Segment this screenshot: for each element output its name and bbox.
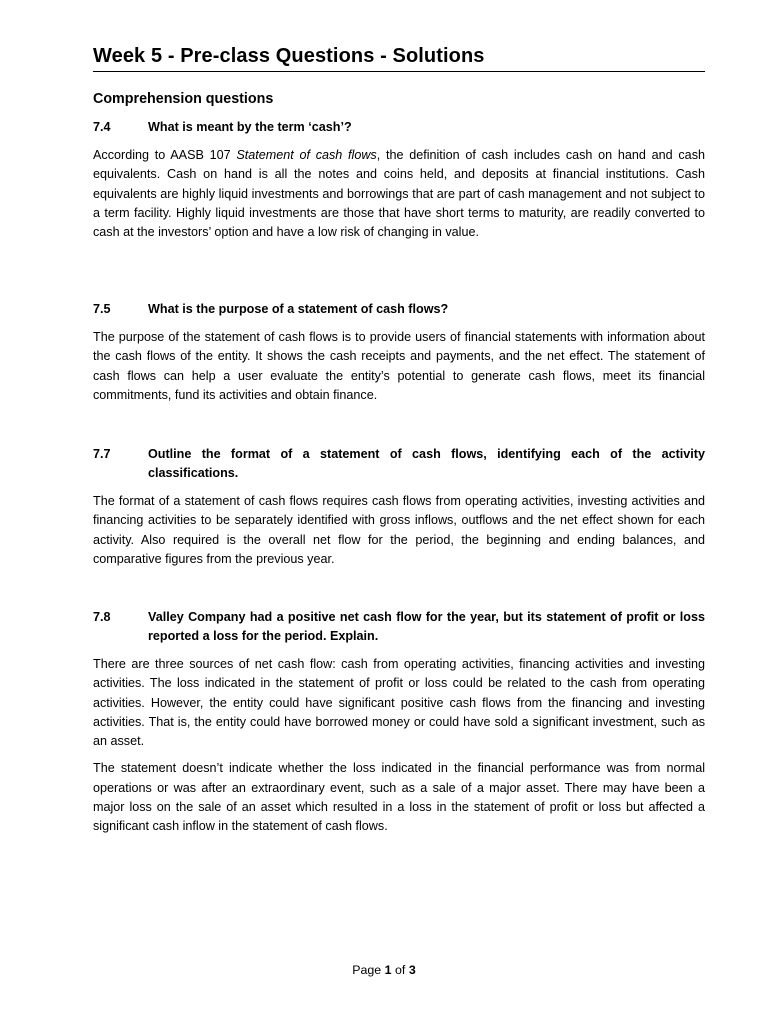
question-header <box>93 608 705 646</box>
question-block-7-8 <box>93 608 705 837</box>
question-text: What is meant by the term ‘cash’? <box>148 120 352 134</box>
page-title: Week 5 - Pre-class Questions - Solutions <box>93 43 705 72</box>
question-block-7-4 <box>93 118 705 242</box>
question-text: Valley Company had a positive net cash flow for the year, but its statement of profit or loss reported a loss for the period. Explain. <box>148 610 705 643</box>
question-number: 7.5 <box>93 302 111 316</box>
answer-paragraph: The statement doesn’t indicate whether the loss indicated in the financial performance was from normal operations or was after an extraordinary event, such as a sale of a major asset. There may have been a major loss on the sale of an asset which resulted in a loss in the statement of profit or loss but affected a significant cash inflow in the statement of cash flows. <box>93 761 705 834</box>
answer <box>93 146 705 242</box>
section-heading: Comprehension questions <box>93 91 274 107</box>
question-number: 7.8 <box>93 610 111 624</box>
question-block-7-5 <box>93 300 705 405</box>
answer <box>93 492 705 569</box>
answer-paragraph: The purpose of the statement of cash flows is to provide users of financial statements with information about the cash flows of the entity. It shows the cash receipts and payments, and the net effect. The statement of cash flows can help a user evaluate the entity’s potential to generate cash flows, meet its financial commitments, fund its activities and obtain finance. <box>93 330 705 402</box>
answer <box>93 328 705 405</box>
answer <box>93 655 705 837</box>
page-footer <box>0 963 768 977</box>
current-page-number: 1 <box>384 963 392 977</box>
of-label: of <box>395 963 406 977</box>
question-header <box>93 300 705 319</box>
standard-title: Statement of cash flows <box>236 148 377 162</box>
question-number: 7.4 <box>93 120 111 134</box>
page-label: Page <box>352 963 382 977</box>
question-block-7-7 <box>93 445 705 569</box>
answer-text-lead: According to AASB 107 <box>93 148 237 162</box>
answer-paragraph: There are three sources of net cash flow: cash from operating activities, financing activities and investing activities. The loss indicated in the statement of profit or loss could be related to the cash from operating activities. However, the entity could have significant positive cash flows from the financing and investing activities. That is, the entity could have borrowed money or could have sold a significant investment, such as an asset. <box>93 657 705 749</box>
question-text: What is the purpose of a statement of cash flows? <box>148 302 449 316</box>
question-header <box>93 445 705 483</box>
question-header <box>93 118 705 137</box>
answer-paragraph <box>93 146 705 242</box>
total-pages-number: 3 <box>408 963 416 977</box>
answer-text-rest: , the definition of cash includes cash on hand and cash equivalents. Cash on hand is all the notes and coins held, and deposits at financial institutions. Cash equivalents are highly liquid investments and borrowings that are part of cash management and not subject to a term facility. Highly liquid investments are those that have short terms to maturity, are readily converted to cash at the investors’ option and have a low risk of changing in value. <box>93 148 705 240</box>
question-text: Outline the format of a statement of cash flows, identifying each of the activity classifications. <box>148 447 705 480</box>
answer-paragraph: The format of a statement of cash flows requires cash flows from operating activities, investing activities and financing activities to be separately identified with gross inflows, outflows and the net effect shown for each activity. Also required is the overall net flow for the period, the beginning and ending balances, and comparative figures from the previous year. <box>93 494 705 566</box>
question-number: 7.7 <box>93 447 111 461</box>
